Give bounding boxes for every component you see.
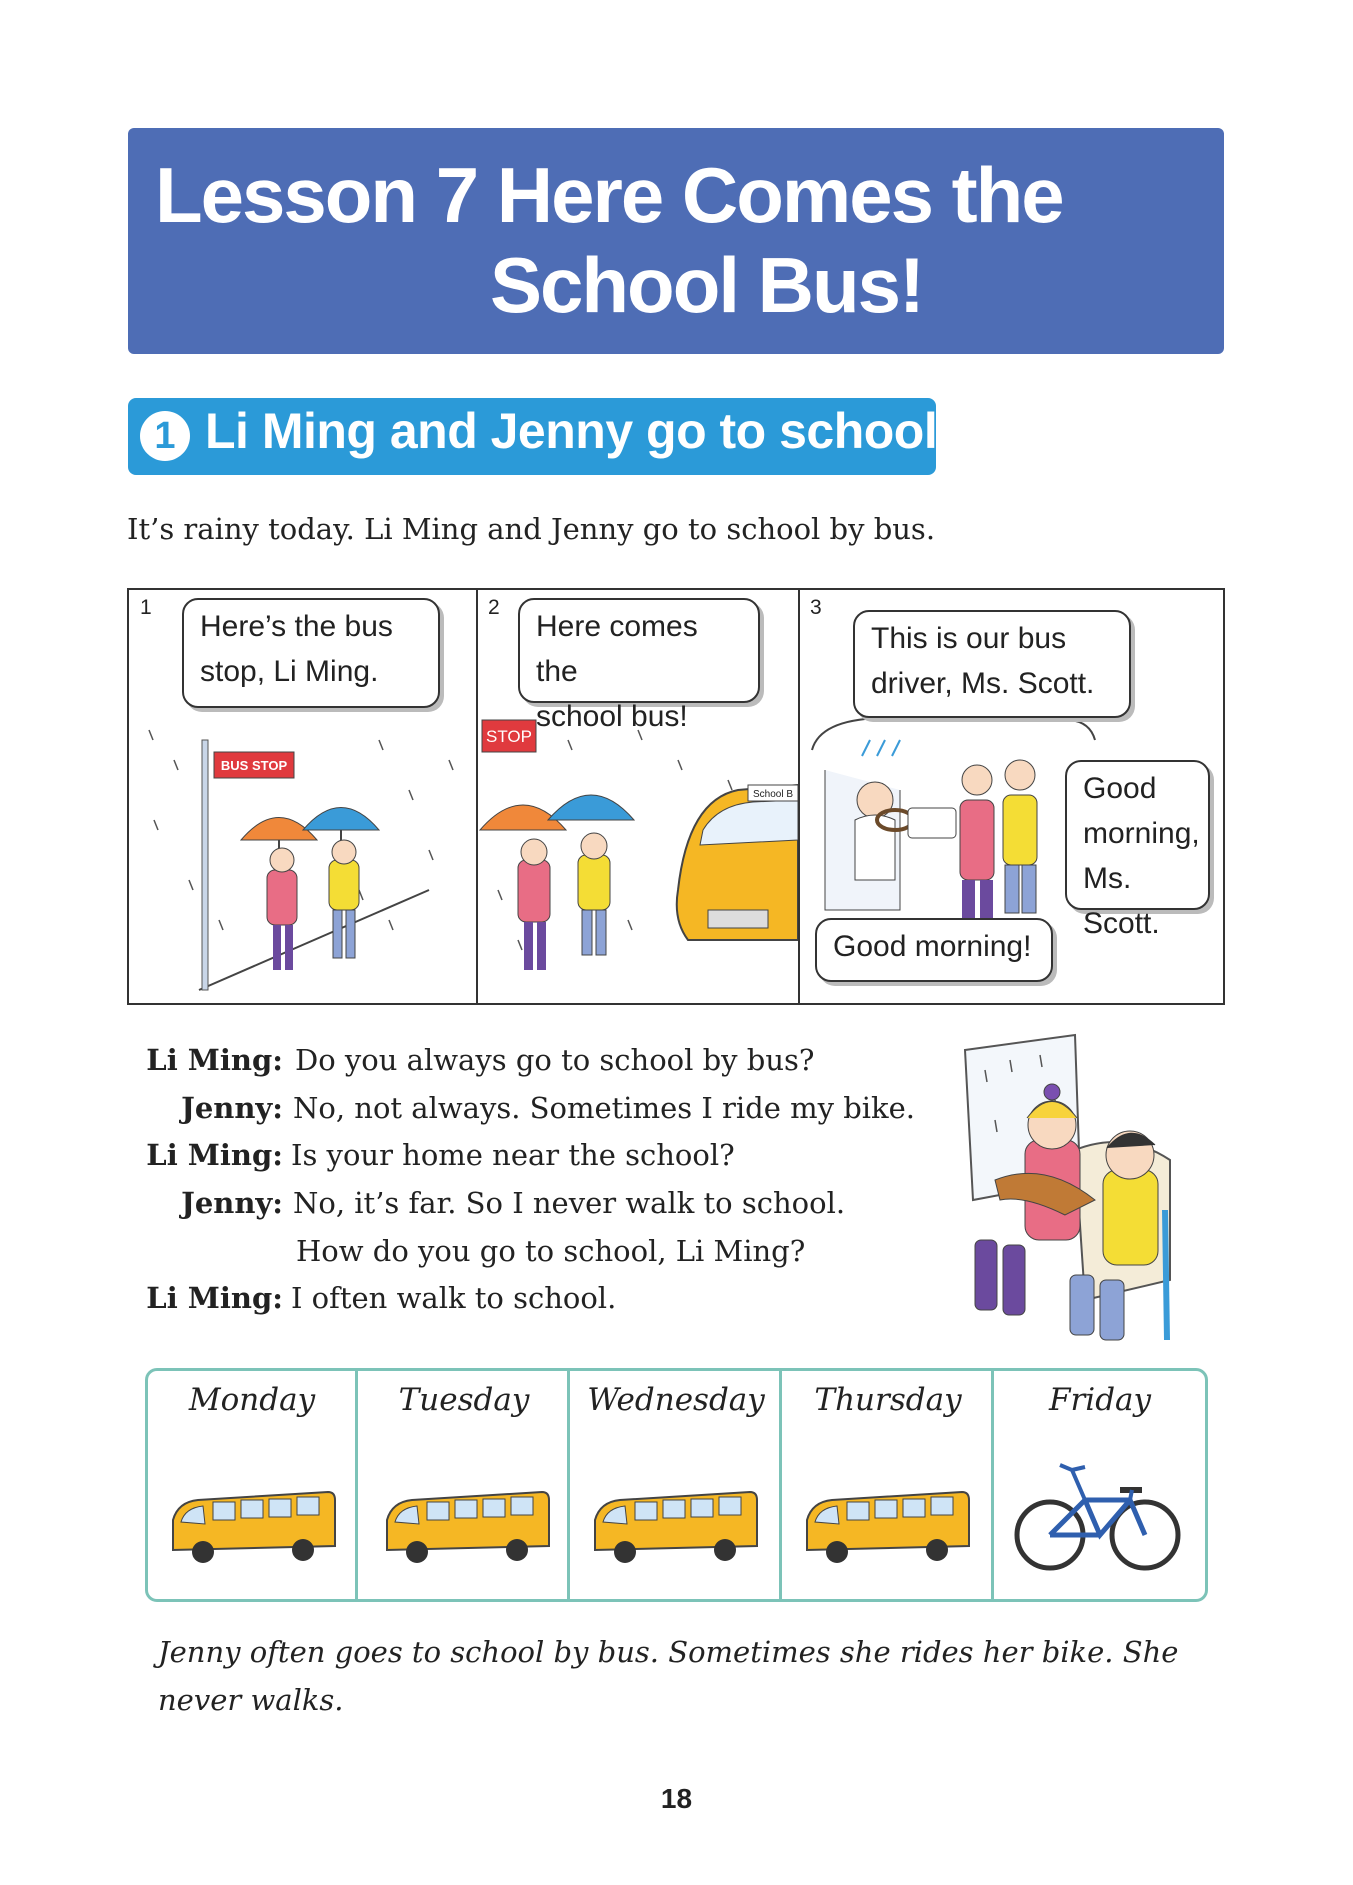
- panel-3-number: 3: [810, 596, 822, 619]
- day-label-tuesday: Tuesday: [398, 1382, 530, 1418]
- lesson-title-line1: Lesson 7 Here Comes the: [155, 151, 1063, 239]
- dialogue-speaker: Li Ming:: [146, 1281, 283, 1315]
- speech-bubble-good-morning-ms-scott: Good morning, Ms. Scott.: [1065, 760, 1210, 910]
- summary-text: Jenny often goes to school by bus. Sometimes she rides her bike. She never walks.: [158, 1635, 1179, 1717]
- school-bus-icon: [163, 1480, 341, 1570]
- dialogue-line: No, it’s far. So I never walk to school.: [293, 1186, 846, 1220]
- dialogue-line: Is your home near the school?: [291, 1138, 735, 1172]
- dialogue-line: How do you go to school, Li Ming?: [296, 1234, 806, 1268]
- dialogue-line: Do you always go to school by bus?: [295, 1043, 815, 1077]
- school-bus-icon: [797, 1480, 975, 1570]
- panel-1-number: 1: [140, 596, 152, 619]
- panel-2-number: 2: [488, 596, 500, 619]
- school-bus-icon: [377, 1480, 555, 1570]
- dialogue-line: I often walk to school.: [291, 1281, 617, 1315]
- day-label-thursday: Thursday: [814, 1382, 962, 1418]
- day-label-monday: Monday: [188, 1382, 316, 1418]
- speech-bubble-bus-driver: This is our bus driver, Ms. Scott.: [853, 610, 1131, 718]
- lesson-title-line2: School Bus!: [490, 241, 924, 329]
- school-bus-icon: [585, 1480, 763, 1570]
- dialogue-speaker: Li Ming:: [146, 1138, 283, 1172]
- section-number-badge: 1: [140, 411, 190, 461]
- dialogue-line: No, not always. Sometimes I ride my bike.: [293, 1091, 915, 1125]
- section-title: Li Ming and Jenny go to school: [205, 403, 938, 459]
- school-bus-sign-text: School B: [752, 789, 794, 800]
- dialogue-speaker: Li Ming:: [146, 1043, 283, 1077]
- speech-bubble-bus-comes: Here comes the school bus!: [518, 598, 760, 703]
- speech-bubble-bus-stop: Here’s the bus stop, Li Ming.: [182, 598, 440, 708]
- dialogue-speaker: Jenny:: [181, 1091, 283, 1125]
- intro-text: It’s rainy today. Li Ming and Jenny go to school by bus.: [127, 512, 936, 546]
- stop-sign-text: STOP: [486, 727, 532, 746]
- bicycle-icon: [1010, 1455, 1185, 1575]
- day-label-friday: Friday: [1048, 1382, 1152, 1418]
- dialogue-speaker: Jenny:: [181, 1186, 283, 1220]
- page-number: 18: [660, 1783, 693, 1814]
- speech-bubble-good-morning: Good morning!: [815, 918, 1053, 982]
- bus-seat-illustration: [955, 1030, 1180, 1350]
- day-label-wednesday: Wednesday: [587, 1382, 765, 1418]
- bus-stop-sign-text: BUS STOP: [220, 758, 288, 773]
